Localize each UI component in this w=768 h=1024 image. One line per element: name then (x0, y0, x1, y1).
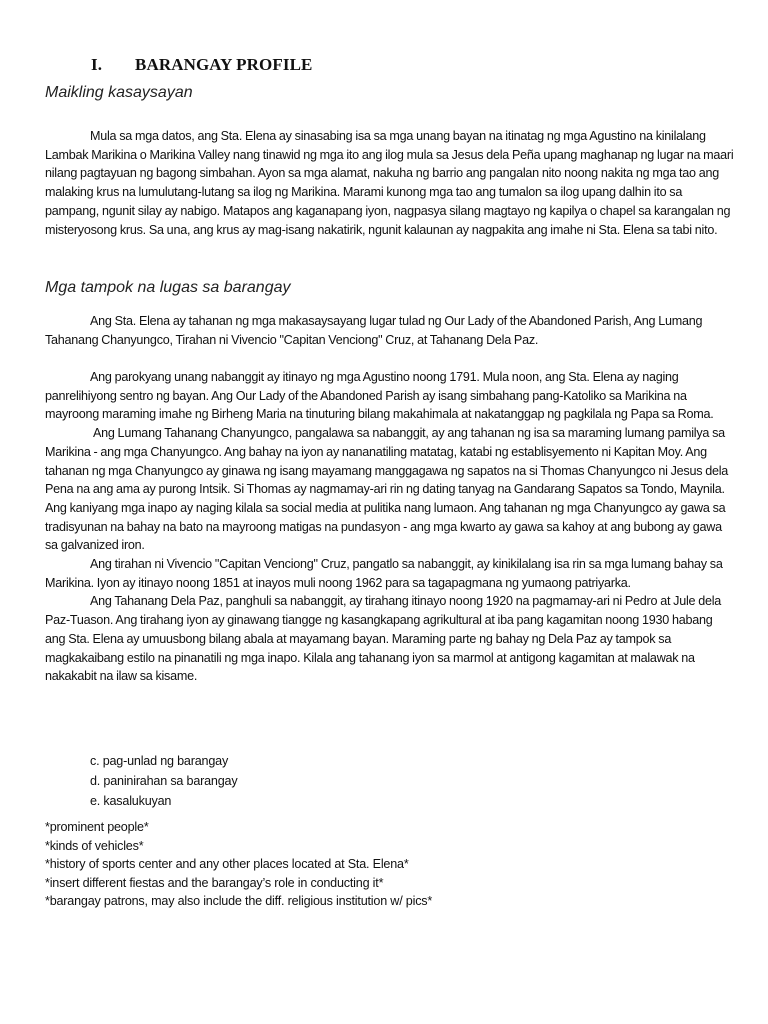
note-item: *history of sports center and any other places located at Sta. Elena* (45, 857, 409, 872)
outline-item: e. kasalukuyan (90, 794, 172, 808)
chanyungco-paragraph: Ang Lumang Tahanang Chanyungco, pangalawa sa nabanggit, ay ang tahanan ng isa sa maraming lumang pamilya sa Marikina - ang mga Chanyungco. Ang bahay na iyon ay nananatiling matatag, katabi ng establisyemento ni Kapitan Moy. Ang tahanan ng mga Chanyungco ay ginawa ng isang mayamang manggagawa ng sapatos na si Thomas Chanyungco ni Jesus dela Pena na ang ama ay purong Intsik. Si Thomas ay nagmamay-ari rin ng dating tanyag na Gandarang Sapatos sa Tondo, Maynila. Ang kaniyang mga inapo ay naging kilala sa social media at pulitika nang lumaon. Ang tahanan ng mga Chanyungco ay gawa sa tradisyunan na bahay na bato na mayroong matigas na pundasyon - ang mga kwarto ay gawa sa kahoy at ang bubong ay gawa sa galvanized iron. (45, 426, 731, 553)
notes-list (45, 818, 432, 911)
section-number: I. (91, 55, 103, 74)
note-item: *prominent people* (45, 820, 149, 834)
parish-paragraph: Ang parokyang unang nabanggit ay itinayo ng mga Agustino noong 1791. Mula noon, ang Sta. Elena ay naging panrelihiyong sentro ng bayan. Ang Our Lady of the Abandoned Parish ay isang simbahang pang-Katoliko sa Marikina na mayroong maraming imahe ng Birheng Maria na tinuturing bilang makahimala at nakatanggap ng pagkilala ng Papa sa Roma. (45, 370, 714, 422)
section-title: BARANGAY PROFILE (135, 55, 313, 74)
history-section (45, 127, 735, 239)
note-item: *insert different fiestas and the barangay’s role in conducting it* (45, 875, 384, 890)
dela-paz-paragraph: Ang Tahanang Dela Paz, panghuli sa nabanggit, ay tirahang itinayo noong 1920 na pagmamay-ari ni Pedro at Jule dela Paz-Tuason. Ang tirahang iyon ay ginawang tiangge ng kasangkapang agrikultural at iba pang kagamitan noong 1930 habang ang Sta. Elena ay umuusbong bilang abala at mayamang bayan. Maraming parte ng bahay ng Dela Paz ay tampok sa magkakaibang estilo na pinanatili ng mga inapo. Kilala ang tahanang iyon sa marmol at antigong kagamitan at malawak na nakakabit na ilaw sa kisame. (45, 594, 722, 684)
cruz-paragraph: Ang tirahan ni Vivencio "Capitan Venciong" Cruz, pangatlo sa nabanggit, ay kinikilalang isa rin sa mga lumang bahay sa Marikina. Iyon ay itinayo noong 1851 at inayos muli noong 1962 para sa tagapagmana ng yumaong patriyarka. (45, 557, 723, 590)
note-item: *barangay patrons, may also include the diff. religious institution w/ pics* (45, 894, 433, 909)
outline-list (90, 751, 237, 811)
history-paragraph: Mula sa mga datos, ang Sta. Elena ay sinasabing isa sa mga unang bayan na itinatag ng mga Agustino na kinilalang Lambak Marikina o Marikina Valley nang tinawid ng mga ito ang ilog mula sa Jesus dela Peña upang maghanap ng lugar na maari nilang pagtayuan ng bagong simbahan. Ayon sa mga alamat, nakuha ng barrio ang pangalan nito noong nakita ng mga tao ang malaking krus na lumulutang-lutang sa ilog ng Marikina. Marami kunong mga tao ang tumalon sa ilog upang dalhin ito sa pampang, ngunit silay ay nabigo. Matapos ang kaganapang iyon, nagpasya silang magtayo ng kapilya o chapel sa karangalan ng misteryosong krus. Sa una, ang krus ay mag-isang nakatirik, ngunit kalaunan ay nagpakita ang imahe ni Sta. Elena sa tabi nito. (45, 129, 734, 237)
note-item: *kinds of vehicles* (45, 838, 144, 853)
landmarks-intro-section (45, 312, 735, 349)
outline-item: c. pag-unlad ng barangay (90, 754, 229, 768)
section-heading (91, 55, 312, 75)
history-heading: Maikling kasaysayan (45, 84, 193, 101)
outline-item: d. paninirahan sa barangay (90, 774, 238, 788)
landmarks-heading: Mga tampok na lugas sa barangay (45, 279, 291, 296)
landmarks-intro-paragraph: Ang Sta. Elena ay tahanan ng mga makasaysayang lugar tulad ng Our Lady of the Abandoned Parish, Ang Lumang Tahanang Chanyungco, Tirahan ni Vivencio "Capitan Venciong" Cruz, at Tahanang Dela Paz. (45, 314, 703, 347)
landmarks-section (45, 368, 735, 686)
